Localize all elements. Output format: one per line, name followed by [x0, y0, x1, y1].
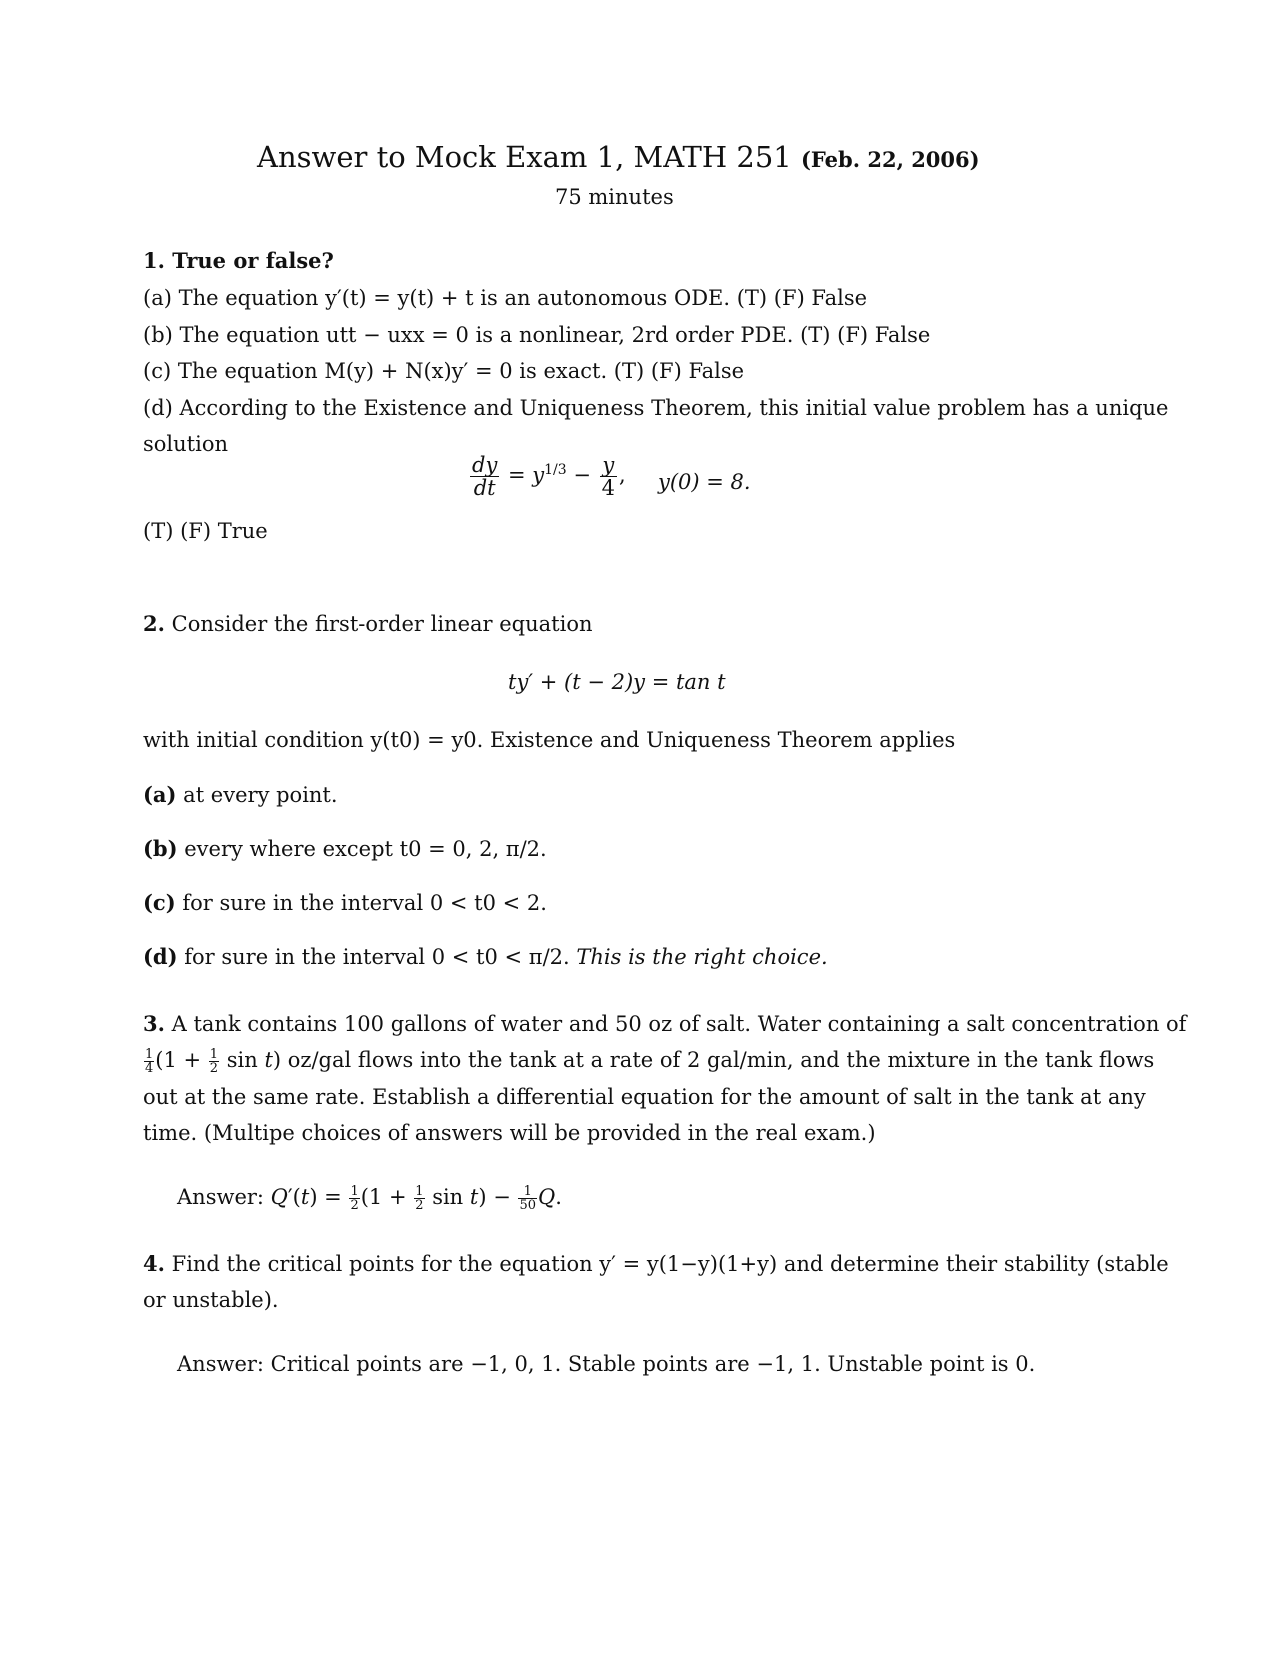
- q4-line1: [143, 1251, 1169, 1277]
- q3-line2-text: oz/gal flows into the tank at a rate of 2 gal/min, and the mixture in the tank flows: [287, 1048, 1155, 1072]
- q1-ivp-initial-condition: y(0) = 8.: [658, 470, 751, 494]
- page-title: [257, 140, 980, 177]
- q2-intro: [143, 611, 593, 637]
- q1-part-b: (b) The equation utt − uxx = 0 is a nonlinear, 2rd order PDE. (T) (F) False: [143, 323, 931, 347]
- q2-number: 2.: [143, 611, 165, 636]
- q2-equation: ty′ + (t − 2)y = tan t: [508, 670, 726, 694]
- q1-part-d-answer: (T) (F) True: [143, 519, 268, 543]
- q2-text: Consider the first-order linear equation: [171, 612, 593, 636]
- q3-number: 3.: [143, 1011, 165, 1036]
- q3-line3: out at the same rate. Establish a differential equation for the amount of salt in the tank at any: [143, 1085, 1146, 1109]
- q2-option-a: [143, 782, 338, 808]
- q2-option-a-label: (a): [143, 782, 177, 807]
- q3-line4: time. (Multipe choices of answers will be provided in the real exam.): [143, 1121, 876, 1145]
- q2-option-b-text: every where except t0 = 0, 2, π/2.: [184, 837, 547, 861]
- title-date: (Feb. 22, 2006): [800, 147, 980, 172]
- q1-part-d-line1: (d) According to the Existence and Uniqueness Theorem, this initial value problem has a unique: [143, 396, 1169, 420]
- q2-option-d-text: for sure in the interval 0 < t0 < π/2.: [184, 945, 570, 969]
- q3-line1: [143, 1011, 1186, 1037]
- q3-answer: Answer: Q′(t) = $\frac{1}{2}$ (1 + $\frac{1}{2}$ sin t) − $\frac{1}{50}$ Q.: [177, 1184, 562, 1213]
- q1-ivp-equation: $\frac{dy}{dt}$ = $y^{1/3}$ − $\frac{y}{4}$ ,: [472, 453, 626, 500]
- exam-duration: 75 minutes: [555, 185, 674, 209]
- q1-heading: 1. True or false?: [143, 248, 334, 273]
- q2-option-a-text: at every point.: [183, 783, 338, 807]
- q4-answer: Answer: Critical points are −1, 0, 1. Stable points are −1, 1. Unstable point is 0.: [177, 1352, 1036, 1376]
- q4-number: 4.: [143, 1251, 165, 1276]
- q2-option-b: [143, 836, 547, 862]
- q3-line2: $\frac{1}{4}$ (1 + $\frac{1}{2}$ sin t) oz/gal flows into the tank at a rate of 2 gal/min, and the mixture in the tank flows: [145, 1047, 1155, 1076]
- q3-line1-text: A tank contains 100 gallons of water and 50 oz of salt. Water containing a salt concentration of: [171, 1012, 1187, 1036]
- q2-option-c-text: for sure in the interval 0 < t0 < 2.: [182, 891, 547, 915]
- q2-option-b-label: (b): [143, 836, 178, 861]
- q4-line1-text: Find the critical points for the equation y′ = y(1−y)(1+y) and determine their stability (stable: [171, 1252, 1169, 1276]
- q2-option-d-note: This is the right choice.: [576, 945, 828, 969]
- q2-option-d: [143, 944, 828, 970]
- q2-option-c-label: (c): [143, 890, 176, 915]
- q1-part-a: (a) The equation y′(t) = y(t) + t is an autonomous ODE. (T) (F) False: [143, 286, 868, 310]
- q1-part-c: (c) The equation M(y) + N(x)y′ = 0 is exact. (T) (F) False: [143, 359, 745, 383]
- q3-answer-label: Answer:: [177, 1185, 264, 1209]
- q2-option-d-label: (d): [143, 944, 178, 969]
- q2-option-c: [143, 890, 547, 916]
- q1-part-d-line2: solution: [143, 432, 228, 456]
- q2-condition: with initial condition y(t0) = y0. Existence and Uniqueness Theorem applies: [143, 728, 956, 752]
- q4-line2: or unstable).: [143, 1288, 279, 1312]
- title-text: Answer to Mock Exam 1, MATH 251: [257, 140, 792, 174]
